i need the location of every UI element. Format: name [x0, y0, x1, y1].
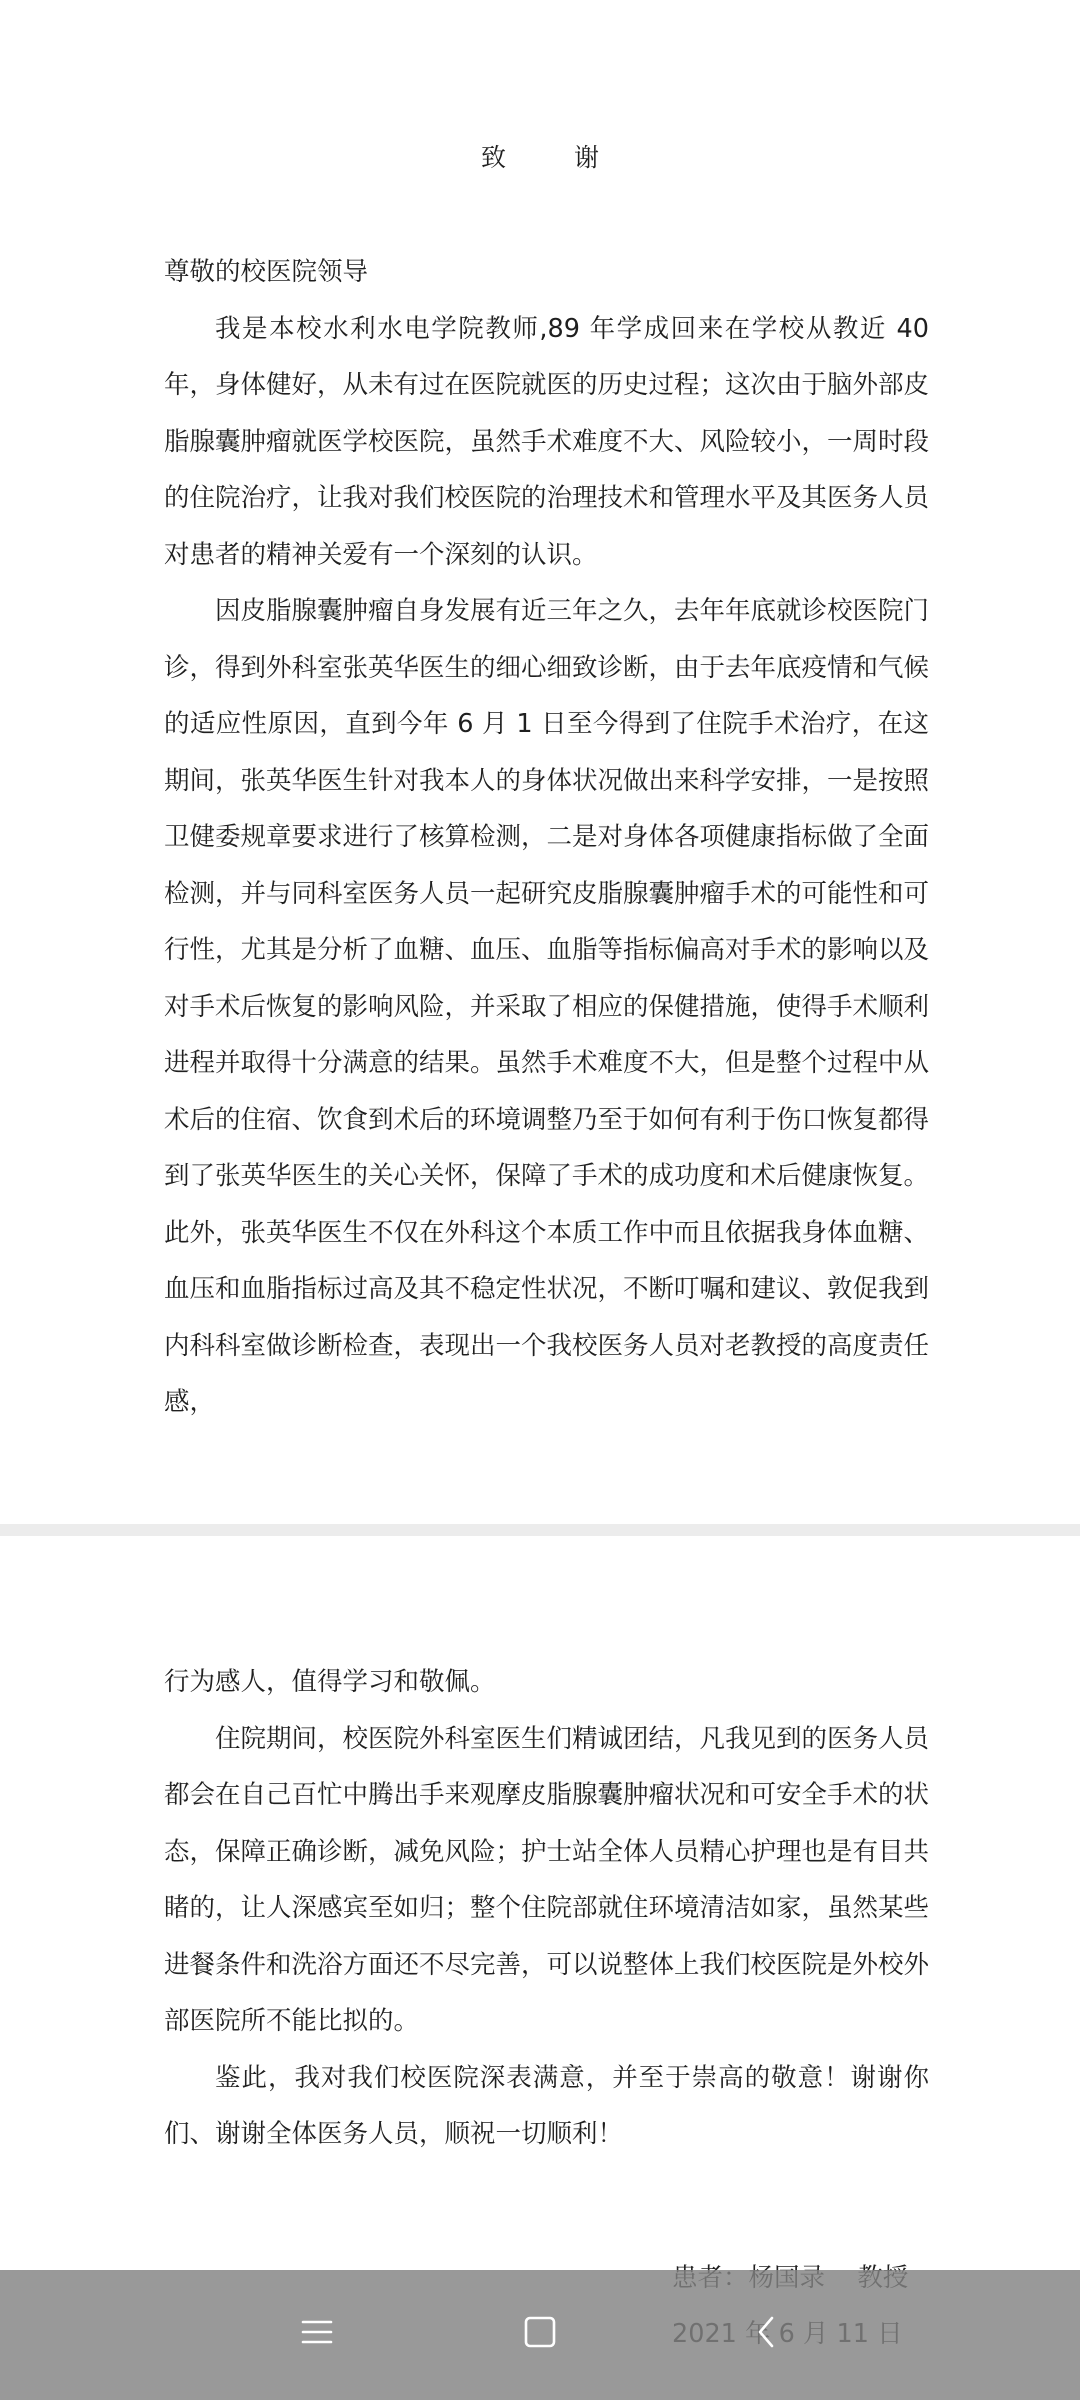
document-title: 致 谢 — [481, 143, 629, 172]
paragraph-3: 住院期间，校医院外科室医生们精诚团结，凡我见到的医务人员都会在自己百忙中腾出手来观摩皮脂腺囊肿瘤状况和可安全手术的状态，保障正确诊断，减免风险；护士站全体人员精心护理也是有目共睹的，让人深感宾至如归；整个住院部就住环境清洁如家，虽然某些进餐条件和洗浴方面还不尽完善，可以说整体上我们校医院是外校外部医院所不能比拟的。 — [164, 1723, 930, 2036]
paragraph-1: 我是本校水利水电学院教师,89 年学成回来在学校从教近 40 年，身体健好，从未有过在医院就医的历史过程；这次由于脑外部皮脂腺囊肿瘤就医学校医院，虽然手术难度不大、风险较小，一周时段的住院治疗，让我对我们校医院的治理技术和管理水平及其医务人员对患者的精神关爱有一个深刻的认识。 — [164, 313, 930, 570]
salutation: 尊敬的校医院领导 — [164, 257, 369, 287]
paragraph-4: 鉴此，我对我们校医院深表满意，并至于崇高的敬意！谢谢你们、谢谢全体医务人员，顺祝一切顺利！ — [164, 2062, 929, 2149]
paragraph-2-continuation: 行为感人，值得学习和敬佩。 — [164, 1667, 496, 1697]
back-button[interactable] — [727, 2292, 807, 2372]
page-1-body — [164, 244, 929, 1431]
menu-icon — [300, 2315, 334, 2349]
page-separator — [0, 1524, 1080, 1536]
page-2-body — [164, 1654, 929, 2163]
home-button[interactable] — [500, 2292, 580, 2372]
home-icon — [523, 2315, 557, 2349]
back-icon — [750, 2315, 784, 2349]
paragraph-2: 因皮脂腺囊肿瘤自身发展有近三年之久，去年年底就诊校医院门诊，得到外科室张英华医生的细心细致诊断，由于去年底疫情和气候的适应性原因，直到今年 6 月 1 日至今得到了住院手术治疗，在这期间，张英华医生针对我本人的身体状况做出来科学安排，一是按照卫健委规章要求进行了核算检测，二是对身体各项健康指标做了全面检测，并与同科室医务人员一起研究皮脂腺囊肿瘤手术的可能性和可行性，尤其是分析了血糖、血压、血脂等指标偏高对手术的影响以及对手术后恢复的影响风险，并采取了相应的保健措施，使得手术顺利进程并取得十分满意的结果。虽然手术难度不大，但是整个过程中从术后的住宿、饮食到术后的环境调整乃至于如何有利于伤口恢复都得到了张英华医生的关心关怀，保障了手术的成功度和术后健康恢复。此外，张英华医生不仅在外科这个本质工作中而且依据我身体血糖、血压和血脂指标过高及其不稳定性状况，不断叮嘱和建议、敦促我到内科科室做诊断检查，表现出一个我校医务人员对老教授的高度责任感， — [164, 596, 930, 1417]
system-navigation-bar — [0, 2270, 1080, 2400]
menu-button[interactable] — [277, 2292, 357, 2372]
